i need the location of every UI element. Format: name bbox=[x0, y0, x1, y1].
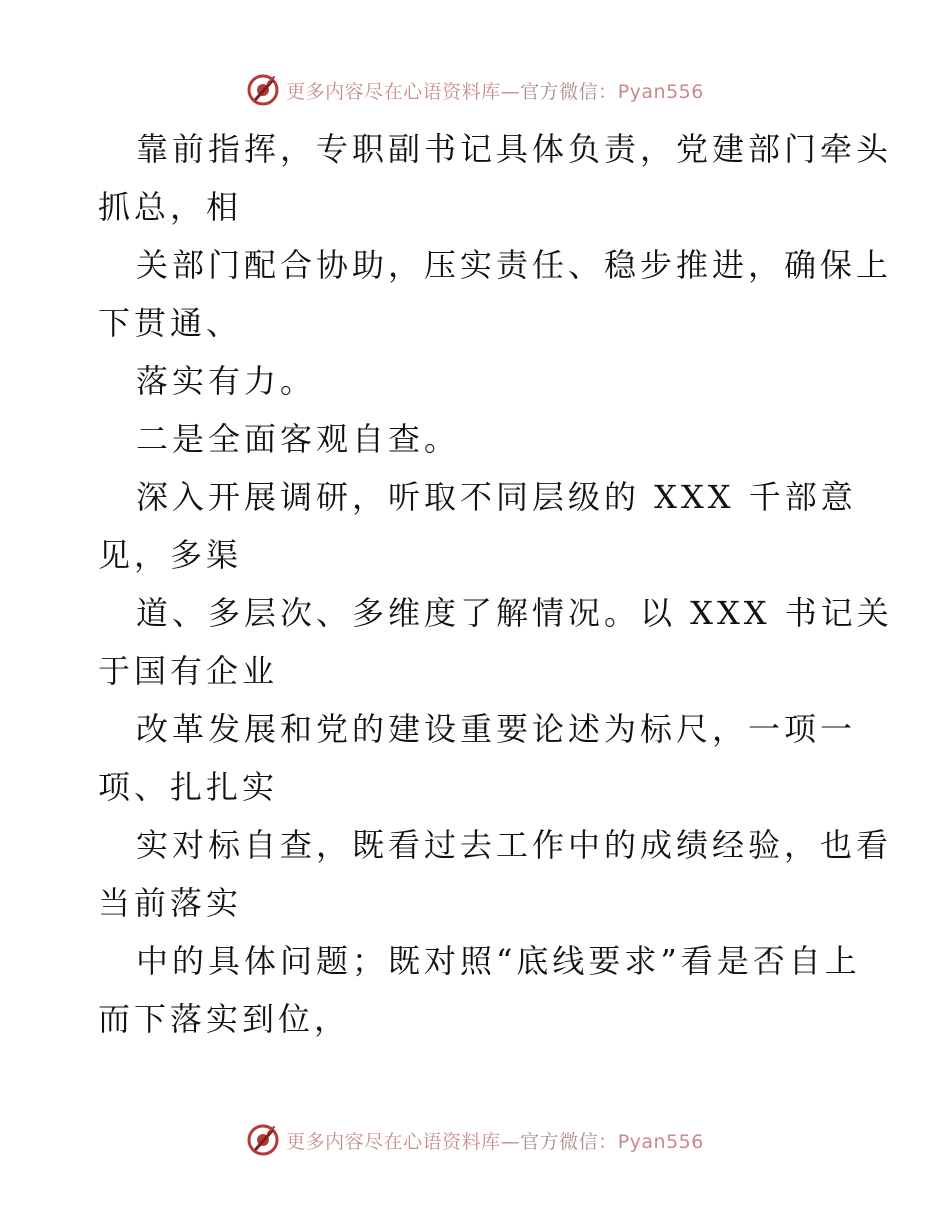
text-line: 改革发展和党的建设重要论述为标尺，一项一 bbox=[136, 710, 857, 748]
text-line: 深入开展调研，听取不同层级的 XXX 千部意 bbox=[136, 478, 857, 516]
text-line: 靠前指挥，专职副书记具体负责，党建部门牵头 bbox=[136, 130, 893, 168]
header-dash: — bbox=[500, 80, 521, 103]
header-brand-text bbox=[286, 77, 704, 104]
text-line: 落实有力。 bbox=[136, 362, 317, 400]
document-body bbox=[98, 120, 893, 1048]
page-header bbox=[0, 70, 950, 110]
text-line: 道、多层次、多维度了解情况。以 XXX 书记关 bbox=[136, 594, 893, 632]
text-line: 关部门配合协助，压实责任、稳步推进，确保上 bbox=[136, 246, 893, 284]
footer-brand: 更多内容尽在心语资料库 bbox=[286, 1130, 501, 1153]
footer-wechat-label: 官方微信： bbox=[520, 1130, 618, 1153]
text-line: 于国有企业 bbox=[98, 652, 279, 690]
text-line: 见，多渠 bbox=[98, 536, 243, 574]
text-line: 当前落实 bbox=[98, 884, 243, 922]
text-line: 二是全面客观自查。 bbox=[136, 420, 461, 458]
text-line: 中的具体问题；既对照“底线要求”看是否自上 bbox=[136, 942, 861, 980]
header-wechat-id: Pyan556 bbox=[617, 80, 704, 103]
brand-logo-icon bbox=[246, 73, 280, 107]
text-line: 抓总，相 bbox=[98, 188, 243, 226]
footer-dash: — bbox=[500, 1130, 521, 1153]
header-wechat-label: 官方微信： bbox=[520, 80, 618, 103]
text-line: 下贯通、 bbox=[98, 304, 243, 342]
brand-logo-icon bbox=[246, 1123, 280, 1157]
page-footer bbox=[0, 1120, 950, 1160]
header-brand: 更多内容尽在心语资料库 bbox=[286, 80, 501, 103]
footer-brand-text bbox=[286, 1127, 704, 1154]
text-line: 而下落实到位， bbox=[98, 1000, 351, 1038]
text-line: 项、扎扎实 bbox=[98, 768, 279, 806]
text-line: 实对标自查，既看过去工作中的成绩经验，也看 bbox=[136, 826, 893, 864]
footer-wechat-id: Pyan556 bbox=[617, 1130, 704, 1153]
